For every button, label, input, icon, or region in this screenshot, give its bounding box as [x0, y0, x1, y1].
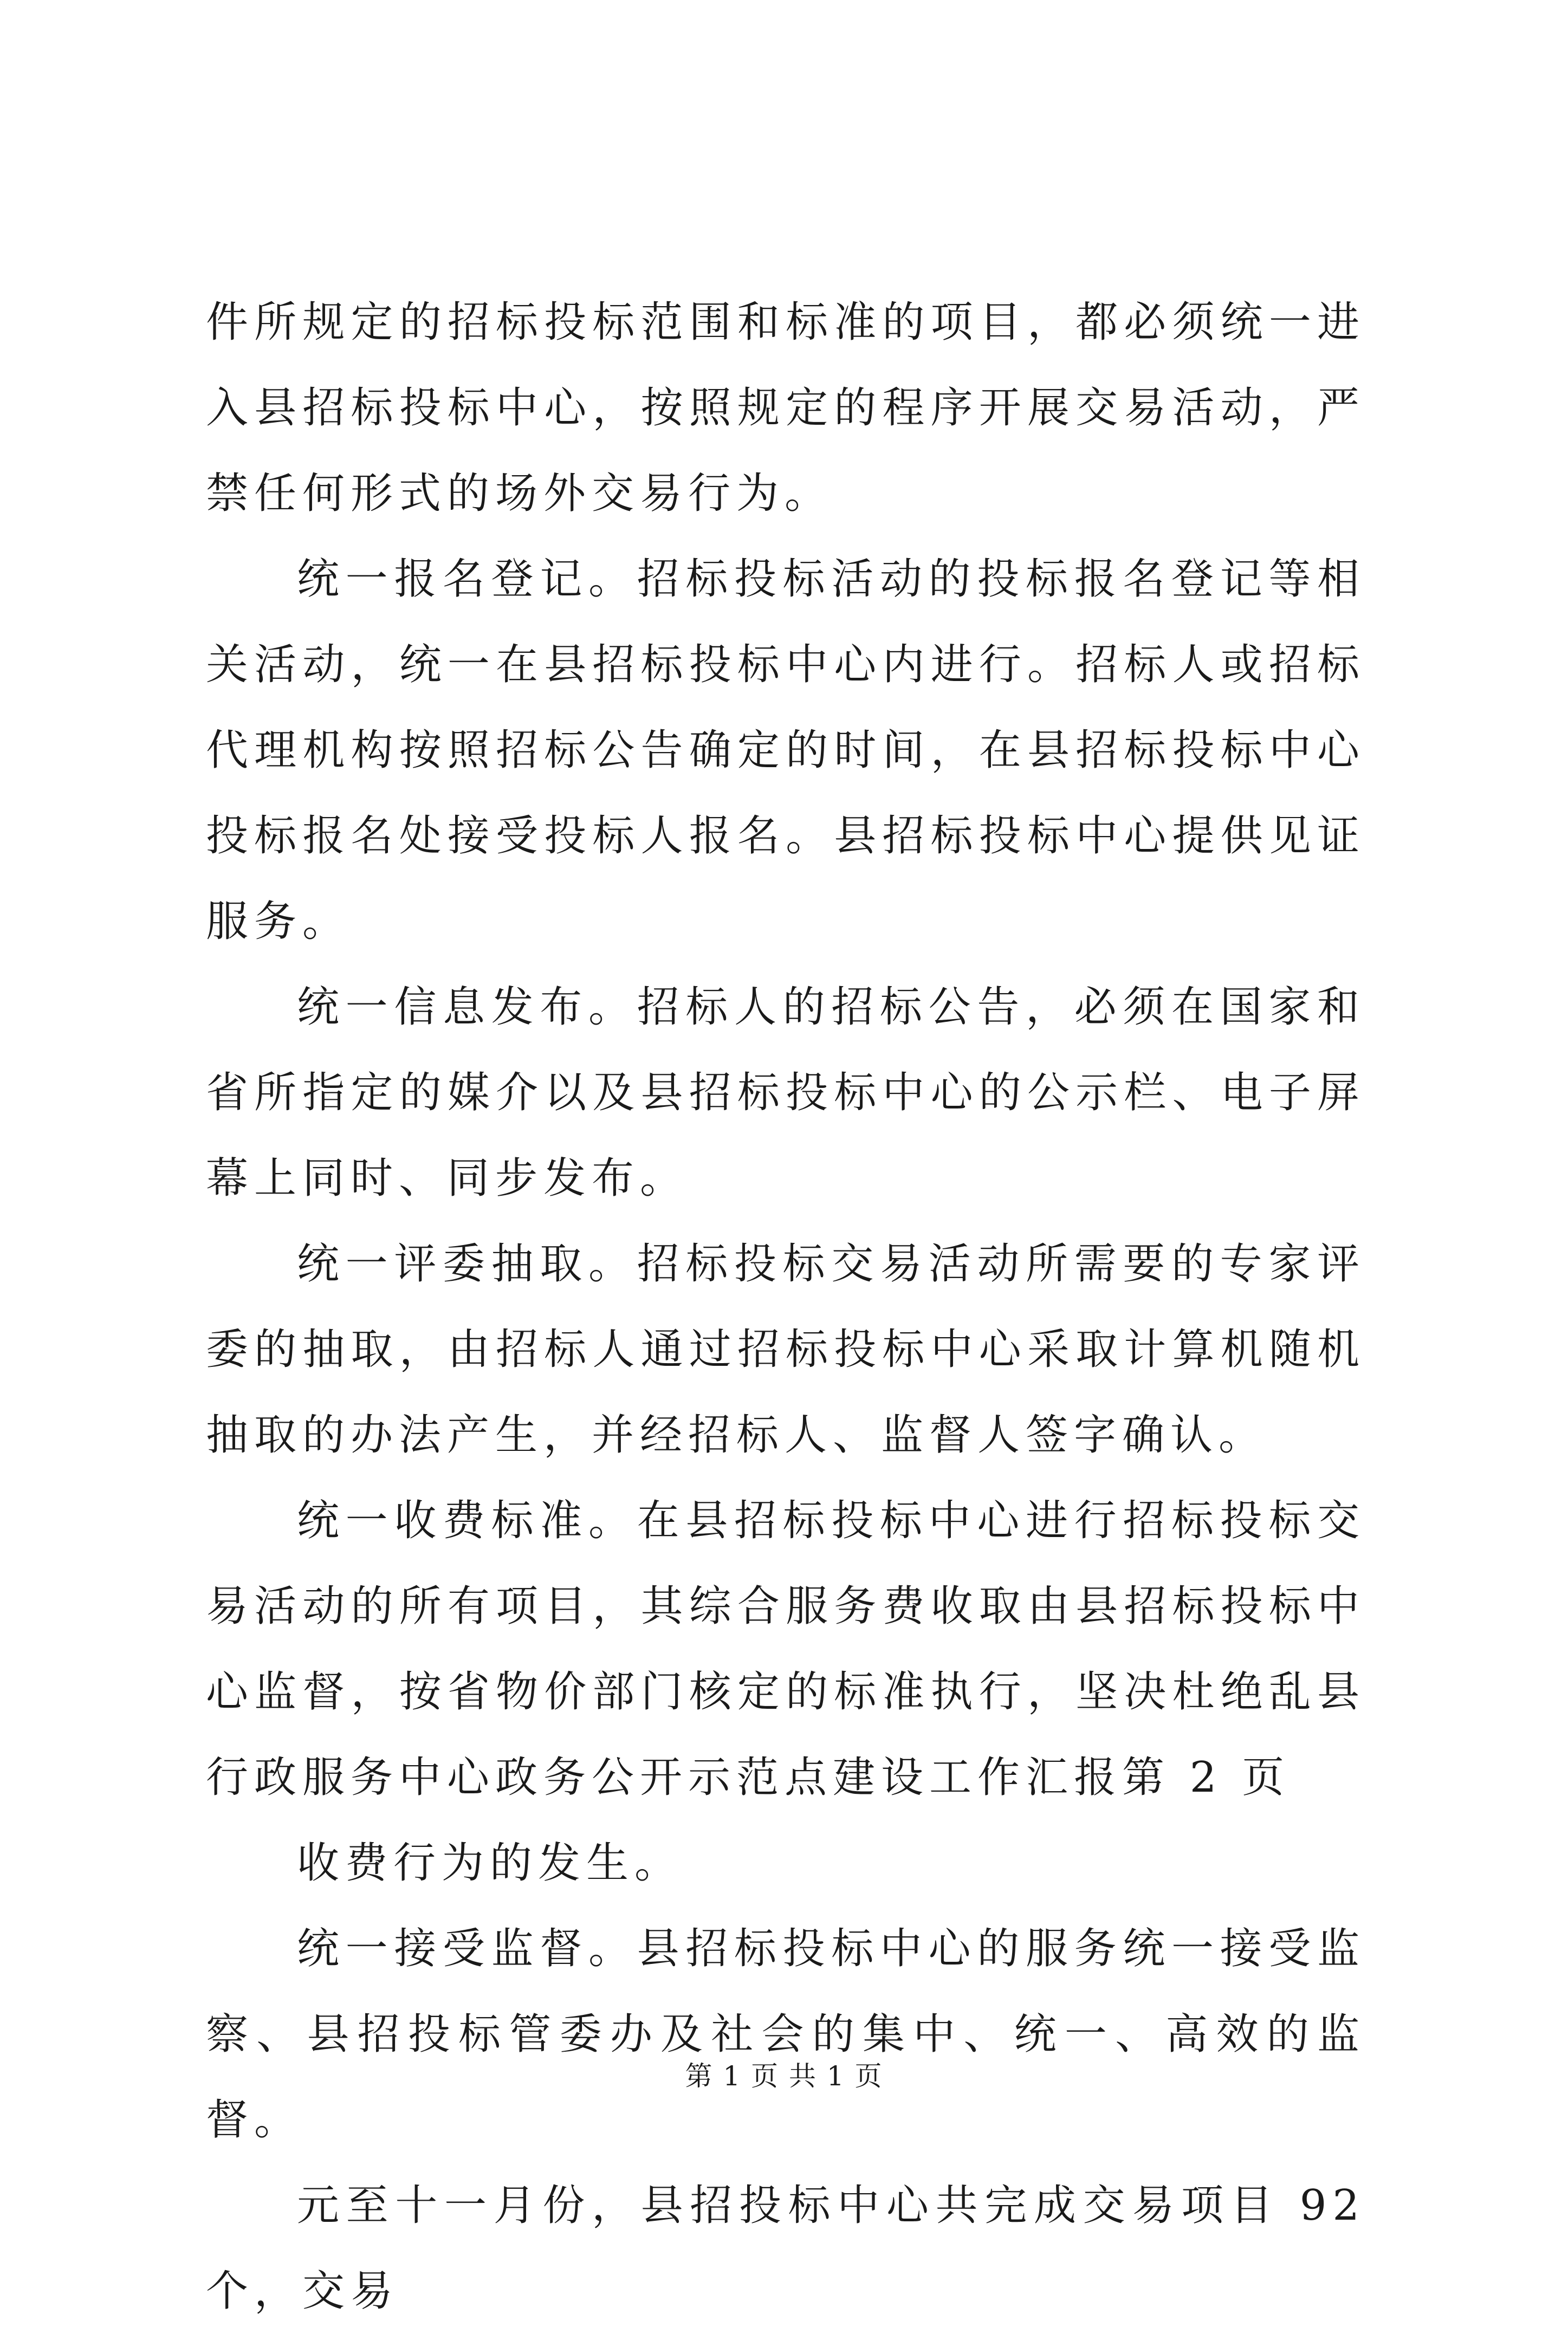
paragraph-3: 统一信息发布。招标人的招标公告，必须在国家和省所指定的媒介以及县招标投标中心的公示栏、电子屏幕上同时、同步发布。	[206, 983, 1365, 1203]
page-footer: 第 1 页 共 1 页	[685, 2060, 883, 2092]
paragraph-8: 元至十一月份，县招投标中心共完成交易项目 92 个，交易	[206, 2181, 1365, 2316]
paragraph-5: 统一收费标准。在县招标投标中心进行招标投标交易活动的所有项目，其综合服务费收取由县招标投标中心监督，按省物价部门核定的标准执行，坚决杜绝乱县行政服务中心政务公开示范点建设工作汇报第 2 页	[206, 1496, 1365, 1802]
paragraph-4: 统一评委抽取。招标投标交易活动所需要的专家评委的抽取，由招标人通过招标投标中心采取计算机随机抽取的办法产生，并经招标人、监督人签字确认。	[206, 1240, 1365, 1460]
paragraph-1: 件所规定的招标投标范围和标准的项目，都必须统一进入县招标投标中心，按照规定的程序开展交易活动，严禁任何形式的场外交易行为。	[206, 298, 1365, 518]
paragraph-7: 统一接受监督。县招标投标中心的服务统一接受监察、县招投标管委办及社会的集中、统一、高效的监督。	[206, 1924, 1365, 2144]
paragraph-6: 收费行为的发生。	[297, 1839, 683, 1888]
paragraph-2: 统一报名登记。招标投标活动的投标报名登记等相关活动，统一在县招标投标中心内进行。招标人或招标代理机构按照招标公告确定的时间，在县招标投标中心投标报名处接受投标人报名。县招标投标中心提供见证服务。	[206, 555, 1365, 946]
document-body	[206, 280, 1365, 2334]
